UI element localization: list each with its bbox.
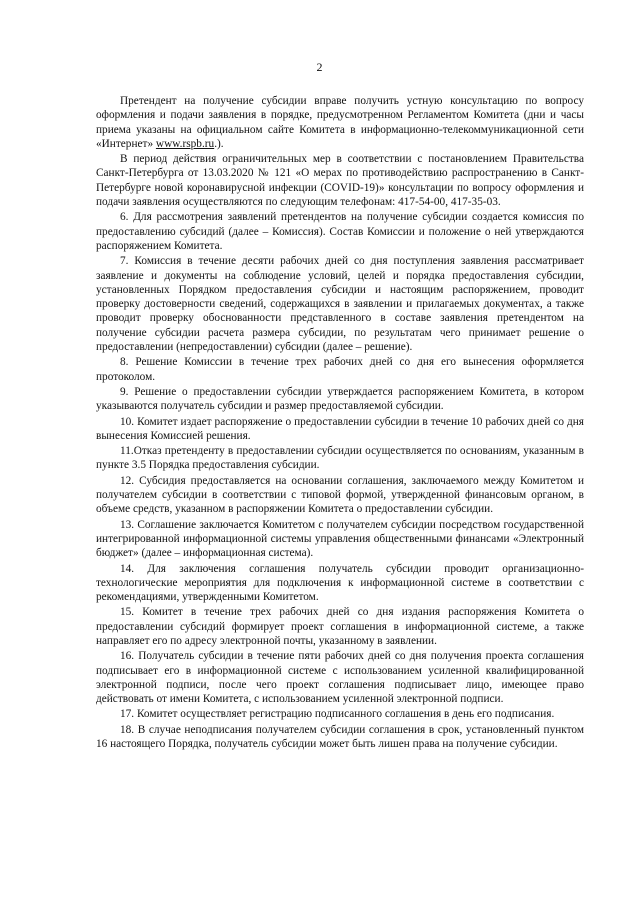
paragraph-item-17: 17. Комитет осуществляет регистрацию подписанного соглашения в день его подписания. — [120, 708, 555, 721]
paragraph-item-10: 10. Комитет издает распоряжение о предоставлении субсидии в течение 10 рабочих дней со дня вынесения Комиссией решения. — [96, 415, 584, 442]
paragraph-item-12: 12. Субсидия предоставляется на основании соглашения, заключаемого между Комитетом и получателем субсидии в соответствии с типовой формой, утвержденной финансовым органом, в объеме средств, указанном в распоряжении Комитета о предоставлении субсидии. — [96, 474, 584, 516]
paragraph-consultation: Претендент на получение субсидии вправе получить устную консультацию по вопросу оформления и подачи заявления в порядке, предусмотренном Регламентом Комитета (дни и часы приема указаны на официальном сайте Комитета в информационно-телекоммуникационной сети «Интернет» www.rspb.ru.). — [96, 95, 584, 150]
paragraph-item-8: 8. Решение Комиссии в течение трех рабочих дней со дня его вынесения оформляется протоколом. — [96, 356, 584, 383]
paragraph-item-7: 7. Комиссия в течение десяти рабочих дней со дня поступления заявления рассматривает заявление и документы на соблюдение условий, целей и порядка предоставления субсидии, установленных Порядком предоставления субсидии и настоящим распоряжением, проводит проверку достоверности сведений, содержащихся в заявлении и прилагаемых документах, а также проводит проверку обоснованности представленного в составе заявления претендентом на получение субсидии расчета размера субсидии, по результатам чего принимает решение о предоставлении (непредоставлении) субсидии (далее – решение). — [96, 255, 584, 354]
paragraph-item-16: 16. Получатель субсидии в течение пяти рабочих дней со дня получения проекта соглашения подписывает его в информационной системе с использованием усиленной квалифицированной электронной подписи, после чего проект соглашения подписывает лицо, имеющее право действовать от имени Комитета, с использованием усиленной электронной подписи. — [96, 650, 584, 706]
paragraph-item-14: 14. Для заключения соглашения получатель субсидии проводит организационно-технологические мероприятия для подключения к информационной системе в соответствии с рекомендациями, утвержденными Комитетом. — [96, 562, 584, 604]
paragraph-item-6: 6. Для рассмотрения заявлений претендентов на получение субсидии создается комиссия по предоставлению субсидий (далее – Комиссия). Состав Комиссии и положение о ней утверждаются распоряжением Комитета. — [96, 211, 584, 252]
paragraph-restrictions: В период действия ограничительных мер в соответствии с постановлением Правительства Санкт-Петербурга от 13.03.2020 № 121 «О мерах по противодействию распространению в Санкт-Петербурге новой коронавирусной инфекции (COVID-19)» консультации по вопросу оформления и подачи заявления осуществляются по следующим телефонам: 417-54-00, 417-35-03. — [96, 153, 584, 209]
paragraph-item-13: 13. Соглашение заключается Комитетом с получателем субсидии посредством государственной интегрированной информационной системы управления общественными финансами «Электронный бюджет» (далее – информационная система). — [96, 518, 584, 560]
document-body — [96, 94, 584, 752]
paragraph-item-11: 11.Отказ претенденту в предоставлении субсидии осуществляется по основаниям, указанным в пункте 3.5 Порядка предоставления субсидии. — [96, 445, 584, 472]
paragraph-item-9: 9. Решение о предоставлении субсидии утверждается распоряжением Комитета, в котором указываются получатель субсидии и размер предоставляемой субсидии. — [96, 385, 584, 413]
page-number: 2 — [316, 60, 323, 74]
website-link[interactable]: www.rspb.ru — [155, 137, 215, 150]
paragraph-item-15: 15. Комитет в течение трех рабочих дней со дня издания распоряжения Комитета о предоставлении субсидий формирует проект соглашения в информационной системе, а также направляет его по адресу электронной почты, указанному в заявлении. — [96, 606, 584, 647]
paragraph-item-18: 18. В случае неподписания получателем субсидии соглашения в срок, установленный пунктом 16 настоящего Порядка, получатель субсидии может быть лишен права на получение субсидии. — [96, 723, 584, 751]
